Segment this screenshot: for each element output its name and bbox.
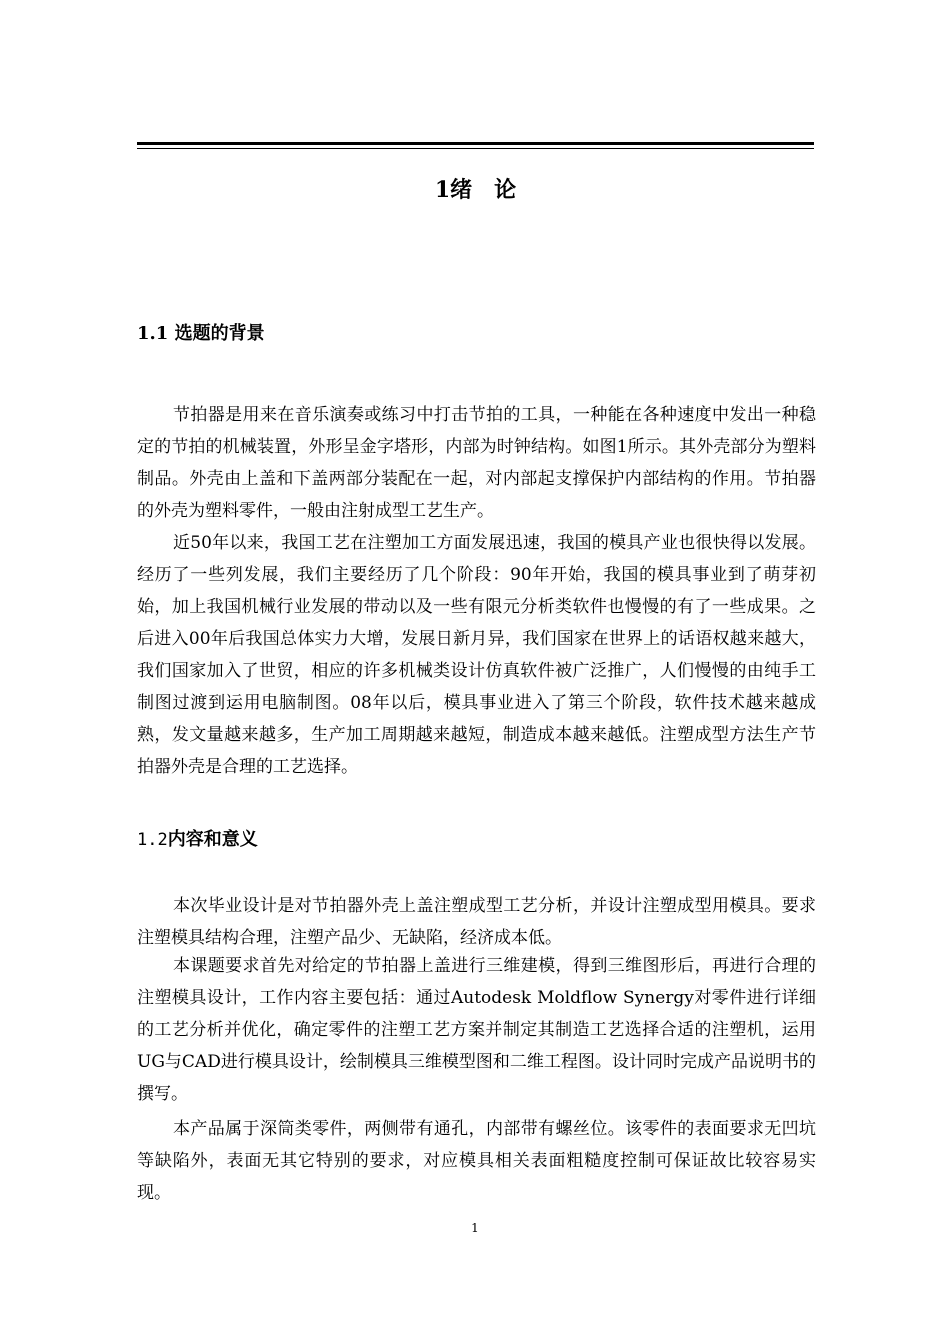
chapter-title: 1绪 论 [434, 177, 517, 203]
section-heading-1-1: 1.1 选题的背景 [137, 323, 265, 344]
paragraph-background-1: 节拍器是用来在音乐演奏或练习中打击节拍的工具，一种能在各种速度中发出一种稳定的节拍的机械装置，外形呈金字塔形，内部为时钟结构。如图1所示。其外壳部分为塑料制品。外壳由上盖和下盖两部分装配在一起，对内部起支撑保护内部结构的作用。节拍器的外壳为塑料零件，一般由注射成型工艺生产。 [137, 405, 816, 521]
paragraph-background-2: 近50年以来，我国工艺在注塑加工方面发展迅速，我国的模具产业也很快得以发展。经历了一些列发展，我们主要经历了几个阶段：90年开始，我国的模具事业到了萌芽初始，加上我国机械行业发展的带动以及一些有限元分析类软件也慢慢的有了一些成果。之后进入00年后我国总体实力大增，发展日新月异，我们国家在世界上的话语权越来越大，我们国家加入了世贸，相应的许多机械类设计仿真软件被广泛推广，人们慢慢的由纯手工制图过渡到运用电脑制图。08年以后，模具事业进入了第三个阶段，软件技术越来越成熟，发文量越来越多，生产加工周期越来越短，制造成本越来越低。注塑成型方法生产节拍器外壳是合理的工艺选择。 [137, 533, 816, 777]
section-heading-1-2 [137, 826, 258, 854]
header-rule-thin [137, 148, 814, 149]
header-rule-thick [137, 142, 814, 145]
paragraph-content-3: 本产品属于深筒类零件，两侧带有通孔，内部带有螺丝位。该零件的表面要求无凹坑等缺陷外，表面无其它特别的要求，对应模具相关表面粗糙度控制可保证故比较容易实现。 [137, 1119, 816, 1203]
paragraph-content-1: 本次毕业设计是对节拍器外壳上盖注塑成型工艺分析，并设计注塑成型用模具。要求注塑模具结构合理，注塑产品少、无缺陷，经济成本低。 [137, 896, 816, 948]
paragraph-content-2: 本课题要求首先对给定的节拍器上盖进行三维建模，得到三维图形后，再进行合理的注塑模具设计，工作内容主要包括：通过Autodesk Moldflow Synergy对零件进行详细的工艺分析并优化，确定零件的注塑工艺方案并制定其制造工艺选择合适的注塑机，运用UG与CAD进行模具设计，绘制模具三维模型图和二维工程图。设计同时完成产品说明书的撰写。 [137, 956, 816, 1104]
section-heading-1-2-text: 内容和意义 [167, 829, 258, 850]
page-number: 1 [471, 1221, 479, 1235]
section-heading-1-2-number: 1.2 [137, 830, 168, 850]
